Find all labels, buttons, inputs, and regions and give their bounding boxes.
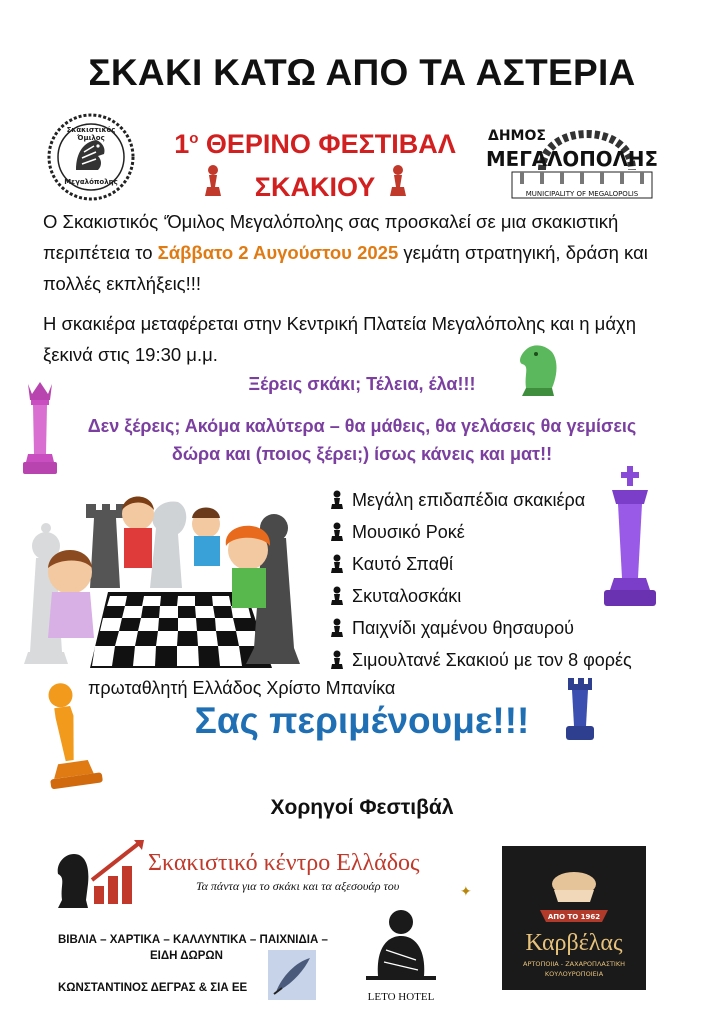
purple-king-icon bbox=[598, 466, 662, 621]
purple-line2 bbox=[40, 412, 684, 468]
club-logo-line1: Σκακιστικός bbox=[66, 126, 116, 134]
shop-line2: ΕΙΔΗ ΔΩΡΩΝ bbox=[150, 950, 223, 962]
activity-label: Παιχνίδι χαμένου θησαυρού bbox=[352, 618, 574, 638]
invite-text: Σας περιμένουμε!!! bbox=[194, 700, 530, 741]
leto-hotel-logo bbox=[356, 900, 446, 1010]
club-logo-line3: Μεγαλόπολης bbox=[64, 178, 118, 186]
pawn-bullet-icon bbox=[330, 650, 344, 670]
activity-label: Σιμουλτανέ Σκακιού με τον 8 φορές bbox=[352, 650, 632, 670]
purple-line2a: Δεν ξέρεις; Ακόμα καλύτερα – θα μάθεις, θα γελάσεις θα γεμίσεις bbox=[87, 416, 637, 436]
pawn-bullet-icon bbox=[330, 586, 344, 606]
activities-list bbox=[330, 484, 632, 676]
kids-chess-illustration bbox=[10, 488, 310, 674]
shop-line1: ΒΙΒΛΙΑ – ΧΑΡΤΙΚΑ – ΚΑΛΛΥΝΤΙΚΑ – ΠΑΙΧΝΙΔΙΑ – bbox=[58, 934, 328, 946]
sponsor1-name: Σκακιστικό κέντρο Ελλάδος bbox=[148, 850, 420, 876]
bakery-name: Καρβέλας bbox=[525, 930, 623, 956]
activity-label: Καυτό Σπαθί bbox=[352, 554, 454, 574]
leto-hotel-name: LETO HOTEL bbox=[367, 991, 435, 1003]
sponsor1-tagline: Τα πάντα για το σκάκι και τα αξεσουάρ του bbox=[196, 879, 400, 893]
star-icon: ✦ bbox=[460, 883, 472, 899]
event-date: Σάββατο 2 Αυγούστου 2025 bbox=[157, 242, 399, 263]
list-item bbox=[330, 644, 632, 676]
poster-title: ΣΚΑΚΙ ΚΑΤΩ ΑΠΟ ΤΑ ΑΣΤΕΡΙΑ bbox=[88, 52, 636, 93]
chess-club-logo bbox=[46, 112, 136, 202]
bakery-tagline2: ΚΟΥΛΟΥΡΟΠΟΙΕΙΑ bbox=[544, 970, 604, 978]
municipality-line1: ΔΗΜΟΣ bbox=[488, 128, 546, 144]
red-pawn-icon bbox=[203, 163, 223, 204]
intro-text: Ο Σκακιστικός ‘Όμιλος Μεγαλόπολης σας προσκαλεί σε μια σκακιστική περιπέτεια το bbox=[43, 211, 619, 263]
shop-line3: ΚΩΝΣΤΑΝΤΙΝΟΣ ΔΕΓΡΑΣ & ΣΙΑ ΕΕ bbox=[58, 982, 248, 994]
intro-paragraph bbox=[43, 206, 693, 299]
festival-line2: ΣΚΑΚΙΟΥ bbox=[254, 172, 376, 202]
municipality-line2: ΜΕΓΑΛΟΠΟΛΗΣ bbox=[486, 147, 658, 171]
sponsors-title: Χορηγοί Φεστιβάλ bbox=[270, 796, 454, 819]
pawn-bullet-icon bbox=[330, 554, 344, 574]
club-logo-line2: Όμιλος bbox=[77, 134, 105, 142]
activity-label: Μεγάλη επιδαπέδια σκακιέρα bbox=[352, 490, 586, 510]
quill-logo bbox=[268, 950, 316, 1005]
list-item bbox=[330, 516, 632, 548]
venue-paragraph: Η σκακιέρα μεταφέρεται στην Κεντρική Πλατεία Μεγαλόπολης και η μάχη ξεκινά στις 19:30 μ.μ. bbox=[43, 313, 637, 365]
festival-line1: ΘΕΡΙΝΟ ΦΕΣΤΙΒΑΛ bbox=[205, 129, 456, 159]
list-item bbox=[330, 612, 632, 644]
municipality-line3: MUNICIPALITY OF MEGALOPOLIS bbox=[525, 190, 639, 198]
bakery-logo bbox=[502, 846, 646, 990]
list-item bbox=[330, 580, 632, 612]
festival-title bbox=[150, 117, 480, 209]
activity-continuation: πρωταθλητή Ελλάδος Χρίστο Μπανίκα bbox=[88, 678, 396, 698]
municipality-logo bbox=[482, 112, 662, 204]
purple-line2b: δώρα και (ποιος ξέρει;) ίσως κάνεις και ματ!! bbox=[171, 444, 553, 464]
festival-ordinal: ο bbox=[189, 130, 199, 147]
bakery-badge: ΑΠΟ ΤΟ 1962 bbox=[547, 913, 601, 921]
pawn-bullet-icon bbox=[330, 522, 344, 542]
pawn-bullet-icon bbox=[330, 490, 344, 510]
purple-line1: Ξέρεις σκάκι; Τέλεια, έλα!!! bbox=[248, 374, 476, 394]
pawn-bullet-icon bbox=[330, 618, 344, 638]
green-knight-icon bbox=[508, 340, 564, 405]
activity-label: Σκυταλοσκάκι bbox=[352, 586, 462, 606]
list-item bbox=[330, 484, 632, 516]
bakery-tagline1: ΑΡΤΟΠΟΙΙΑ - ΖΑΧΑΡΟΠΛΑΣΤΙΚΗ bbox=[523, 960, 625, 968]
list-item bbox=[330, 548, 632, 580]
intro-text-end: γεμάτη στρατηγική, δράση και πολλές εκπλήξεις!!! bbox=[43, 242, 648, 294]
red-pawn-icon bbox=[388, 163, 408, 204]
activity-label: Μουσικό Ροκέ bbox=[352, 522, 465, 542]
festival-number: 1 bbox=[174, 129, 190, 159]
